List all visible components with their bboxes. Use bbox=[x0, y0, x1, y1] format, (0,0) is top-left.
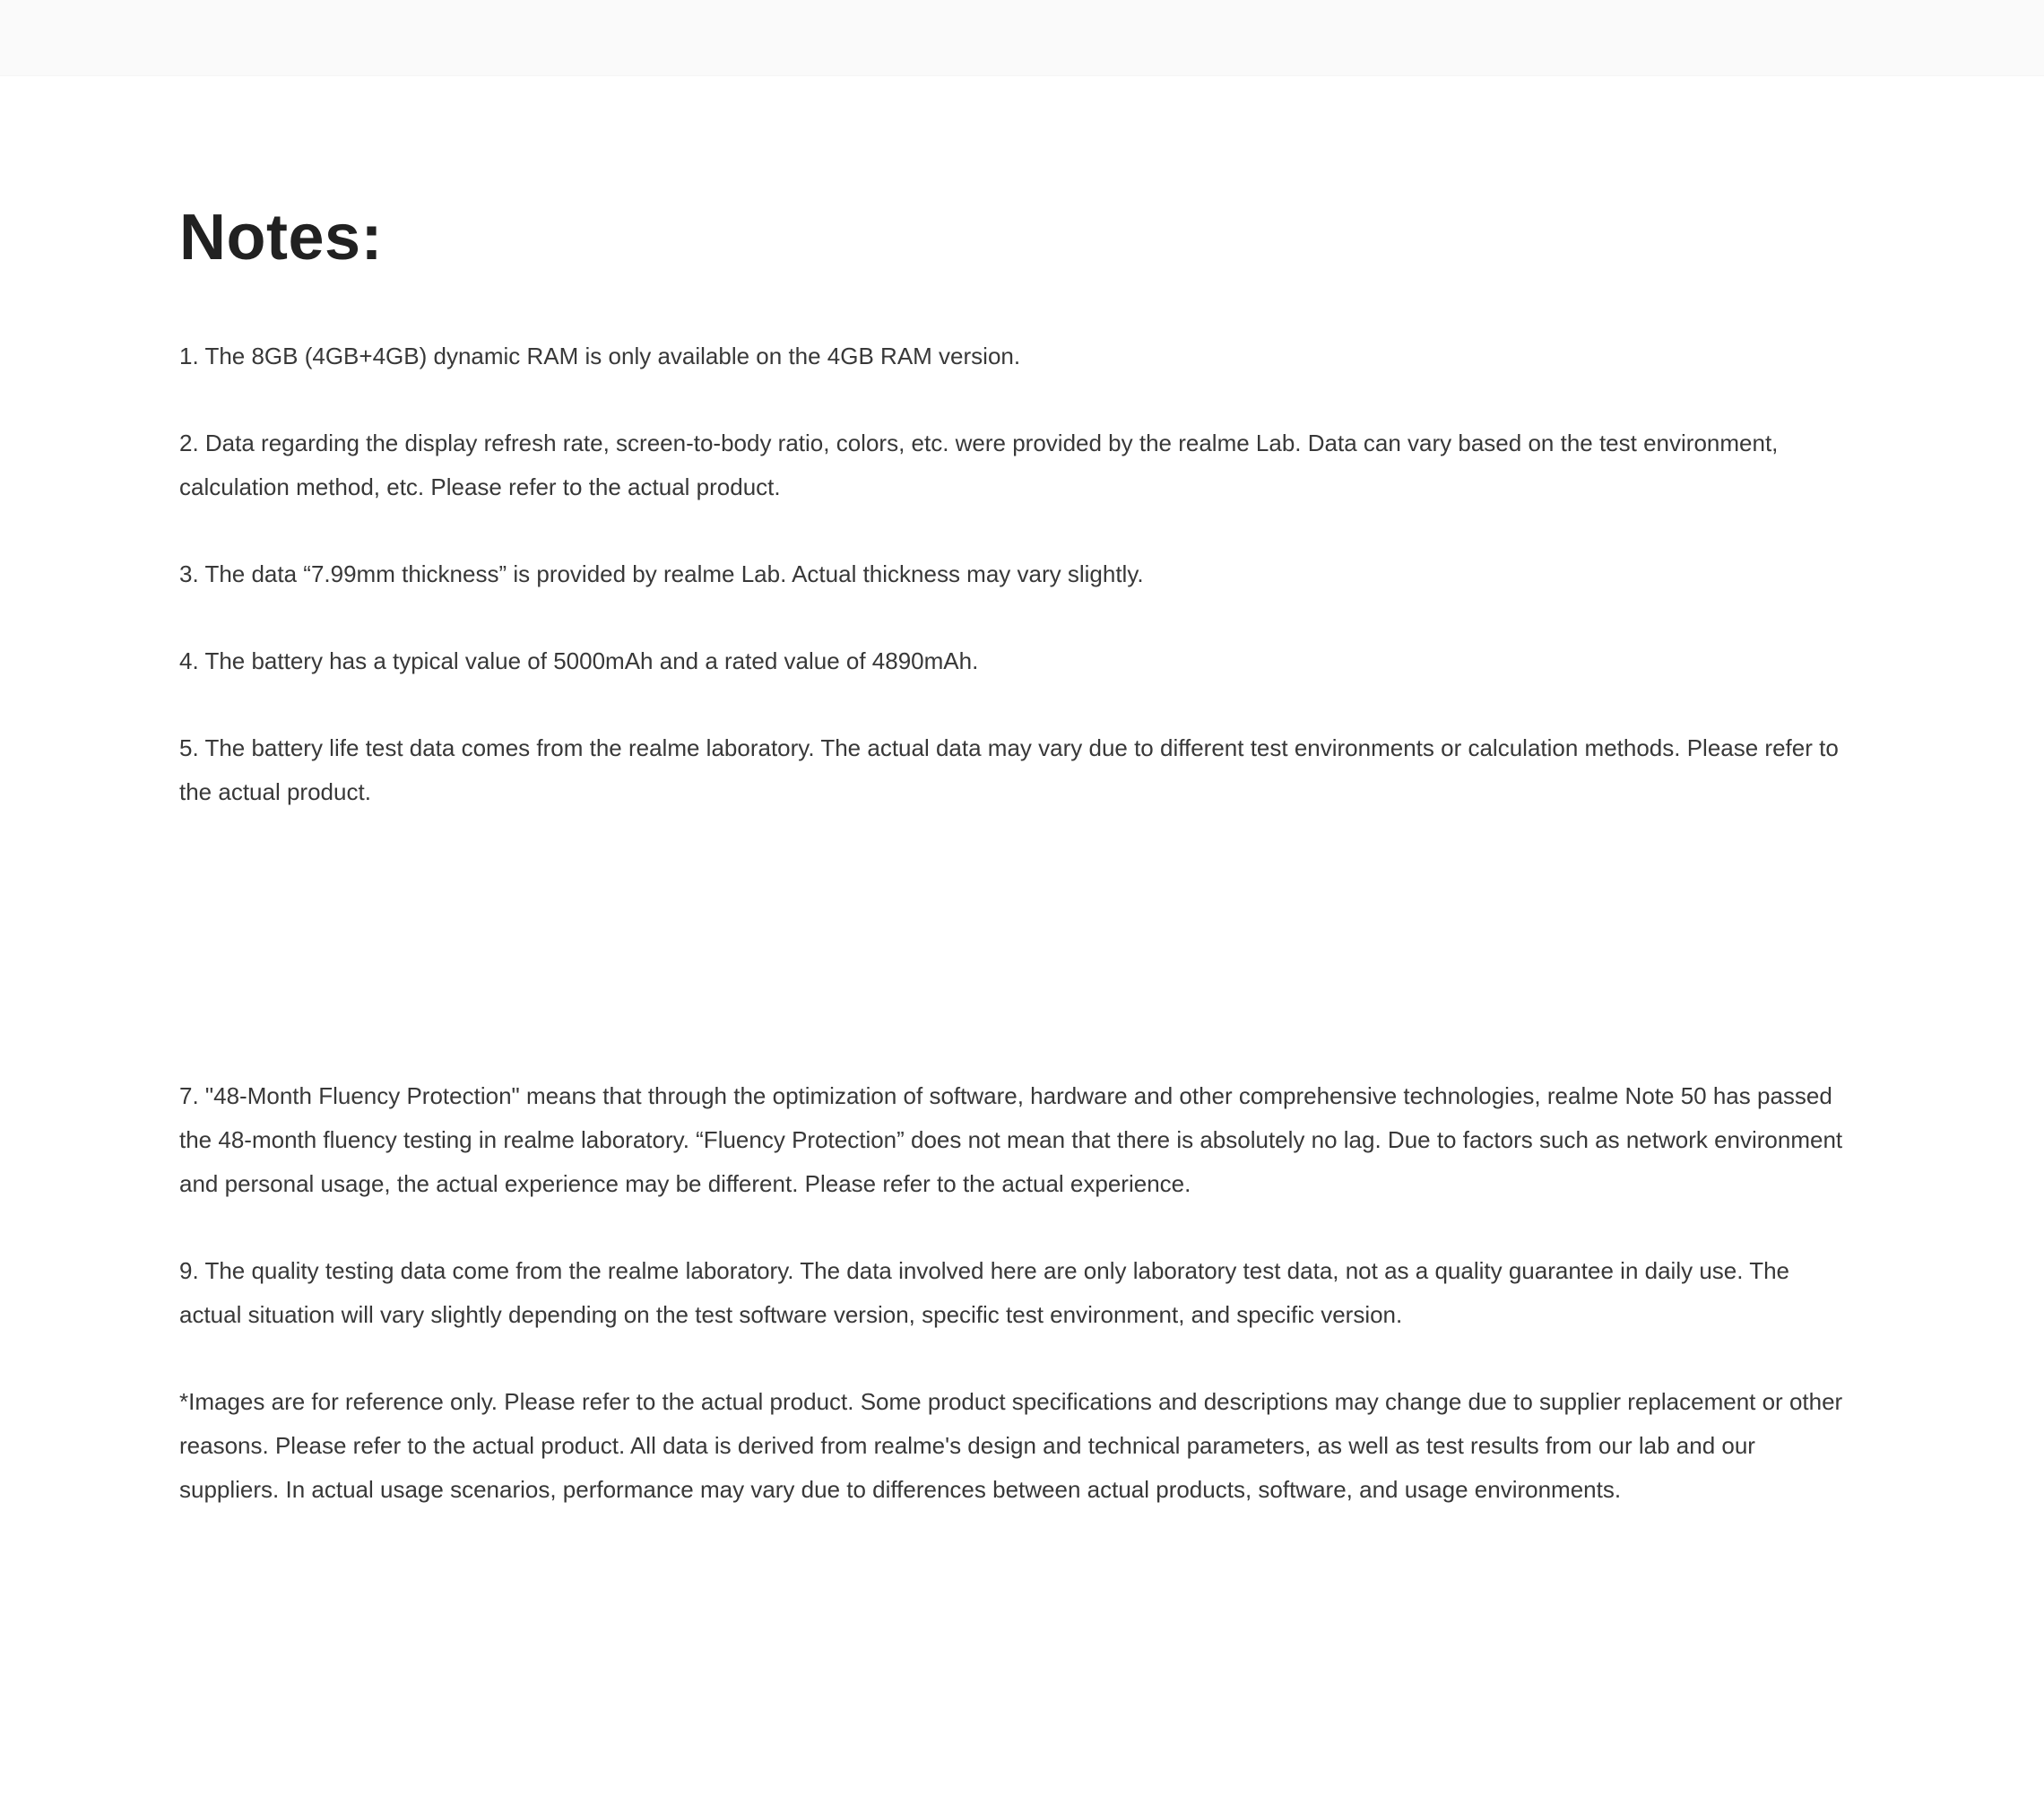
note-paragraph-1: 1. The 8GB (4GB+4GB) dynamic RAM is only available on the 4GB RAM version. bbox=[179, 343, 1021, 369]
note-paragraph-3: 3. The data “7.99mm thickness” is provided by realme Lab. Actual thickness may vary slightly. bbox=[179, 560, 1144, 587]
note-paragraph-2: 2. Data regarding the display refresh rate, screen-to-body ratio, colors, etc. were provided by the realme Lab. Data can vary based on the test environment, calculation method, etc. Please refer to the actual product. bbox=[179, 430, 1779, 500]
note-paragraph-5: 5. The battery life test data comes from the realme laboratory. The actual data may vary due to different test environments or calculation methods. Please refer to the actual product. bbox=[179, 734, 1839, 805]
note-paragraph-4: 4. The battery has a typical value of 5000mAh and a rated value of 4890mAh. bbox=[179, 647, 979, 674]
notes-empty-gap bbox=[179, 857, 1847, 1074]
page-title: Notes: bbox=[179, 202, 384, 273]
note-paragraph-disclaimer: *Images are for reference only. Please refer to the actual product. Some product specifications and descriptions may change due to supplier replacement or other reasons. Please refer to the actual product. All data is derived from realme's design and technical parameters, as well as test results from our lab and our suppliers. In actual usage scenarios, performance may vary due to differences between actual products, software, and usage environments. bbox=[179, 1388, 1843, 1503]
note-paragraph-9: 9. The quality testing data come from the realme laboratory. The data involved here are only laboratory test data, not as a quality guarantee in daily use. The actual situation will vary slightly depending on the test software version, specific test environment, and specific version. bbox=[179, 1257, 1790, 1328]
notes-section bbox=[0, 76, 2044, 1512]
note-paragraph-7: 7. "48-Month Fluency Protection" means that through the optimization of software, hardware and other comprehensive technologies, realme Note 50 has passed the 48-month fluency testing in realme laboratory. “Fluency Protection” does not mean that there is absolutely no lag. Due to factors such as network environment and personal usage, the actual experience may be different. Please refer to the actual experience. bbox=[179, 1082, 1843, 1197]
top-bar bbox=[0, 0, 2044, 76]
